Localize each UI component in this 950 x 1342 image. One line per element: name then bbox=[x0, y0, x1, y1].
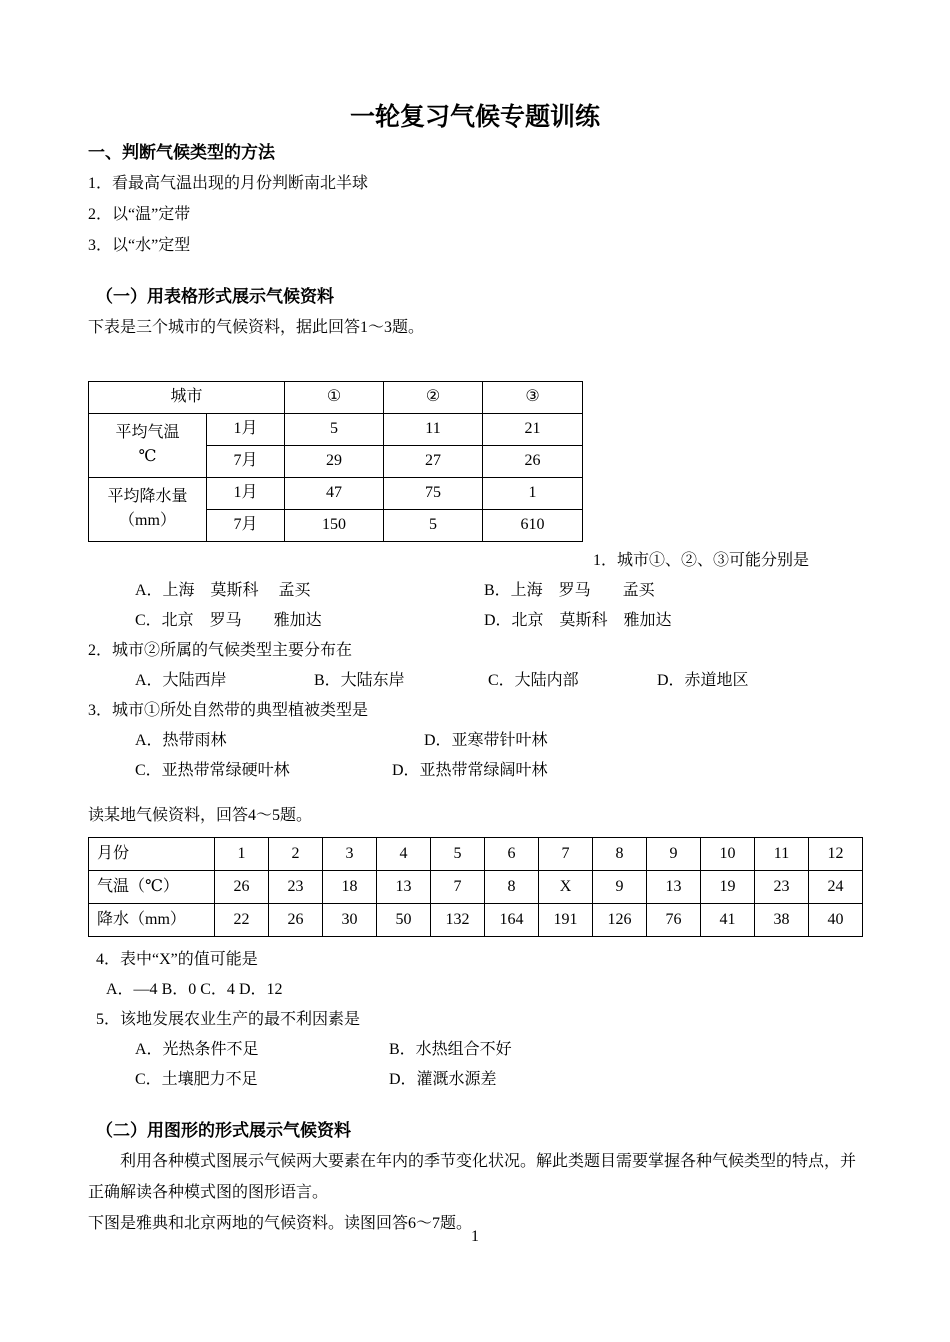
month-cell: 7月 bbox=[207, 445, 285, 477]
question-4-options-row bbox=[88, 975, 862, 1005]
part2-lead-text: 下图是雅典和北京两地的气候资料。读图回答6～7题。 bbox=[88, 1214, 473, 1232]
row-label-line: 平均气温 bbox=[115, 424, 180, 442]
value-cell: 75 bbox=[384, 477, 483, 509]
row-label-cell: 降水（mm） bbox=[89, 903, 215, 936]
question-1-option-c: C．北京 罗马 雅加达 bbox=[135, 611, 322, 629]
question-4-option-d: D．12 bbox=[238, 980, 283, 998]
value-cell: 5 bbox=[285, 413, 384, 445]
question-5-option-d: D．灌溉水源差 bbox=[389, 1070, 497, 1088]
precip-cell: 164 bbox=[485, 903, 539, 936]
question-2-options-row bbox=[88, 666, 862, 696]
question-5-stem: 5．该地发展农业生产的最不利因素是 bbox=[96, 1010, 361, 1028]
precip-cell: 132 bbox=[431, 903, 485, 936]
precip-cell: 191 bbox=[539, 903, 593, 936]
table-row bbox=[89, 870, 863, 903]
value-cell: 11 bbox=[384, 413, 483, 445]
question-4-option-a: A．—4 bbox=[106, 980, 158, 998]
table-row bbox=[89, 903, 863, 936]
row-label-line: 平均降水量 bbox=[107, 488, 188, 506]
temp-cell: 24 bbox=[809, 870, 863, 903]
value-cell: 29 bbox=[285, 445, 384, 477]
row-label-line: （mm） bbox=[119, 512, 176, 530]
month-cell: 2 bbox=[269, 837, 323, 870]
month-cell: 4 bbox=[377, 837, 431, 870]
row-label-line: ℃ bbox=[138, 448, 157, 466]
precip-cell: 30 bbox=[323, 903, 377, 936]
table-row bbox=[89, 837, 863, 870]
temp-cell: 9 bbox=[593, 870, 647, 903]
table-row bbox=[89, 381, 583, 413]
method-item-3: 3．以“水”定型 bbox=[88, 236, 191, 254]
table-corner-cell: 城市 bbox=[89, 381, 285, 413]
question-4-option-b: B．0 bbox=[161, 980, 197, 998]
part2-paragraph: 利用各种模式图展示气候两大要素在年内的季节变化状况。解此类题目需要掌握各种气候类型的特点，并正确解读各种模式图的图形语言。 bbox=[88, 1152, 857, 1201]
question-3-option-b: D．亚寒带针叶林 bbox=[424, 731, 548, 749]
monthly-climate-table bbox=[88, 837, 863, 937]
value-cell: 47 bbox=[285, 477, 384, 509]
question-1-option-a: A．上海 莫斯科 孟买 bbox=[135, 581, 311, 599]
precip-cell: 41 bbox=[701, 903, 755, 936]
row-label-cell: 气温（℃） bbox=[89, 870, 215, 903]
question-2-option-d: D．赤道地区 bbox=[657, 671, 749, 689]
question-3-stem: 3．城市①所处自然带的典型植被类型是 bbox=[88, 701, 369, 719]
month-cell: 3 bbox=[323, 837, 377, 870]
month-cell: 8 bbox=[593, 837, 647, 870]
temp-cell: 19 bbox=[701, 870, 755, 903]
section-heading-methods: 一、判断气候类型的方法 bbox=[88, 142, 275, 162]
value-cell: 1 bbox=[483, 477, 583, 509]
month-cell: 6 bbox=[485, 837, 539, 870]
question-1-stem: 1．城市①、②、③可能分别是 bbox=[593, 551, 810, 569]
part1-lead-text: 下表是三个城市的气候资料，据此回答1～3题。 bbox=[88, 318, 425, 336]
precip-cell: 40 bbox=[809, 903, 863, 936]
bridge-lead-text: 读某地气候资料，回答4～5题。 bbox=[88, 806, 313, 824]
precip-row-label-cell bbox=[89, 477, 207, 541]
question-5-option-c: C．土壤肥力不足 bbox=[135, 1070, 258, 1088]
question-1-option-d: D．北京 莫斯科 雅加达 bbox=[484, 611, 672, 629]
month-cell: 9 bbox=[647, 837, 701, 870]
question-2-option-c: C．大陆内部 bbox=[488, 671, 579, 689]
question-5-option-b: B．水热组合不好 bbox=[389, 1040, 512, 1058]
three-cities-climate-table bbox=[88, 381, 583, 542]
question-3-option-d: D．亚热带常绿阔叶林 bbox=[392, 761, 548, 779]
month-cell: 7 bbox=[539, 837, 593, 870]
month-cell: 1 bbox=[215, 837, 269, 870]
page-number: 1 bbox=[471, 1228, 479, 1245]
subsection-heading-table-form: （一）用表格形式展示气候资料 bbox=[96, 286, 334, 306]
month-cell: 1月 bbox=[207, 477, 285, 509]
precip-cell: 22 bbox=[215, 903, 269, 936]
row-label-cell: 月份 bbox=[89, 837, 215, 870]
question-3-options-row-1 bbox=[88, 726, 862, 756]
question-2-stem: 2．城市②所属的气候类型主要分布在 bbox=[88, 641, 353, 659]
question-3-options-row-2 bbox=[88, 756, 862, 786]
question-1-options-row-2 bbox=[88, 606, 862, 636]
value-cell: 26 bbox=[483, 445, 583, 477]
temp-cell: 13 bbox=[377, 870, 431, 903]
value-cell: 5 bbox=[384, 509, 483, 541]
temp-cell: 8 bbox=[485, 870, 539, 903]
table-header-cell: ③ bbox=[483, 381, 583, 413]
precip-cell: 26 bbox=[269, 903, 323, 936]
precip-cell: 76 bbox=[647, 903, 701, 936]
precip-cell: 50 bbox=[377, 903, 431, 936]
month-cell: 12 bbox=[809, 837, 863, 870]
question-4-option-c: C．4 bbox=[200, 980, 235, 998]
question-4-stem: 4．表中“X”的值可能是 bbox=[96, 950, 258, 968]
precip-cell: 38 bbox=[755, 903, 809, 936]
table-header-cell: ② bbox=[384, 381, 483, 413]
subsection-heading-graph-form: （二）用图形的形式展示气候资料 bbox=[96, 1120, 351, 1140]
month-cell: 11 bbox=[755, 837, 809, 870]
question-2-option-a: A．大陆西岸 bbox=[135, 671, 227, 689]
question-3-option-c: C．亚热带常绿硬叶林 bbox=[135, 761, 290, 779]
month-cell: 5 bbox=[431, 837, 485, 870]
temp-cell: 18 bbox=[323, 870, 377, 903]
question-5-options-row-1 bbox=[88, 1035, 862, 1065]
value-cell: 27 bbox=[384, 445, 483, 477]
value-cell: 610 bbox=[483, 509, 583, 541]
month-cell: 1月 bbox=[207, 413, 285, 445]
table-row bbox=[89, 413, 583, 445]
question-5-option-a: A．光热条件不足 bbox=[135, 1040, 259, 1058]
question-3-option-a: A．热带雨林 bbox=[135, 731, 227, 749]
method-item-2: 2．以“温”定带 bbox=[88, 205, 191, 223]
month-cell: 7月 bbox=[207, 509, 285, 541]
temp-cell: 13 bbox=[647, 870, 701, 903]
temp-cell: 26 bbox=[215, 870, 269, 903]
precip-cell: 126 bbox=[593, 903, 647, 936]
method-item-1: 1．看最高气温出现的月份判断南北半球 bbox=[88, 174, 369, 192]
temp-cell: X bbox=[539, 870, 593, 903]
temp-cell: 23 bbox=[755, 870, 809, 903]
page-title: 一轮复习气候专题训练 bbox=[349, 103, 600, 131]
temp-cell: 23 bbox=[269, 870, 323, 903]
question-5-options-row-2 bbox=[88, 1065, 862, 1095]
question-1-option-b: B．上海 罗马 孟买 bbox=[484, 581, 655, 599]
question-1-options-row-1 bbox=[88, 576, 862, 606]
question-2-option-b: B．大陆东岸 bbox=[314, 671, 405, 689]
temp-row-label-cell bbox=[89, 413, 207, 477]
table-header-cell: ① bbox=[285, 381, 384, 413]
value-cell: 21 bbox=[483, 413, 583, 445]
table-row bbox=[89, 477, 583, 509]
month-cell: 10 bbox=[701, 837, 755, 870]
value-cell: 150 bbox=[285, 509, 384, 541]
temp-cell: 7 bbox=[431, 870, 485, 903]
